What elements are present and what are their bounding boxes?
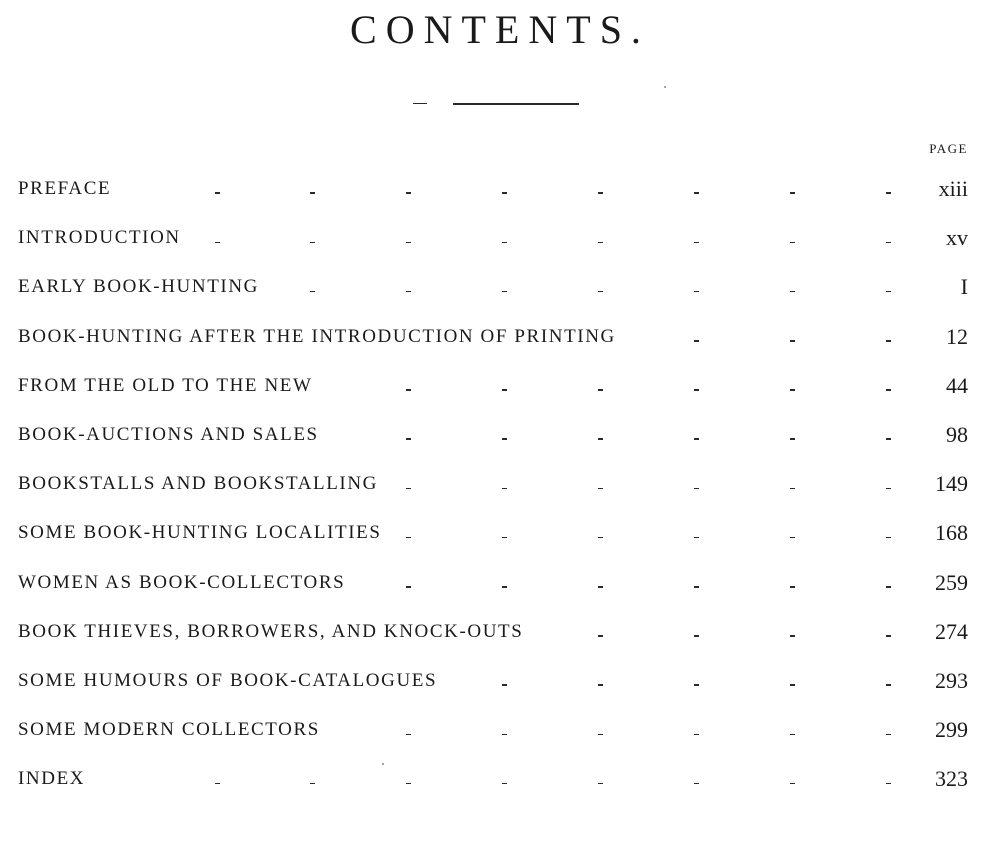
toc-entry-label: BOOKSTALLS AND BOOKSTALLING	[18, 473, 378, 495]
leader-dash	[310, 192, 315, 194]
toc-entry-page: 274	[935, 618, 968, 644]
leader-dash	[598, 242, 603, 244]
leader-dash	[502, 488, 507, 490]
leader-dash	[790, 291, 795, 293]
leader-dash	[215, 242, 220, 244]
leader-dash	[310, 783, 315, 785]
leader-dash	[406, 586, 411, 588]
leader-dash	[886, 438, 891, 440]
leader-dash	[406, 438, 411, 440]
leader-dash	[694, 635, 699, 637]
toc-entry-page: 149	[935, 471, 968, 497]
leader-dash	[502, 734, 507, 736]
toc-entry-page: 98	[946, 422, 968, 447]
leader-dash	[215, 192, 220, 194]
leader-dash	[694, 537, 699, 539]
leader-dash	[790, 586, 795, 588]
leader-dash	[886, 783, 891, 785]
leader-dash	[598, 537, 603, 539]
leader-dash	[598, 684, 603, 686]
leader-dash	[598, 488, 603, 490]
toc-entry-label: BOOK-HUNTING AFTER THE INTRODUCTION OF PRINTING	[18, 325, 616, 347]
leader-dash	[406, 734, 411, 736]
leader-dash	[694, 389, 699, 391]
toc-entry-label: INDEX	[18, 768, 86, 790]
toc-entry-book-auctions	[18, 418, 968, 450]
leader-dash	[502, 783, 507, 785]
page-column-header: PAGE	[929, 141, 968, 156]
leader-dash	[598, 734, 603, 736]
toc-entry-label: SOME HUMOURS OF BOOK-CATALOGUES	[18, 670, 438, 691]
toc-entry-early-book-hunting	[18, 270, 968, 302]
leader-dash	[598, 783, 603, 785]
toc-entry-label: BOOK THIEVES, BORROWERS, AND KNOCK-OUTS	[18, 620, 524, 642]
toc-entry-modern-collectors	[18, 713, 968, 745]
leader-dash	[790, 242, 795, 244]
leader-dash	[502, 586, 507, 588]
toc-entry-label: FROM THE OLD TO THE NEW	[18, 374, 313, 396]
leader-dash	[694, 783, 699, 785]
toc-entry-label: EARLY BOOK-HUNTING	[18, 276, 259, 298]
leader-dash	[215, 783, 220, 785]
leader-dash	[406, 389, 411, 391]
leader-dash	[406, 291, 411, 293]
toc-entry-localities	[18, 516, 968, 548]
leader-dash	[502, 438, 507, 440]
leader-dash	[790, 340, 795, 342]
leader-dash	[694, 340, 699, 342]
leader-dash	[694, 291, 699, 293]
toc-entry-label: PREFACE	[18, 178, 112, 199]
toc-entry-page: 44	[946, 372, 968, 398]
leader-dash	[406, 192, 411, 194]
leader-dash	[310, 242, 315, 244]
leader-dash	[598, 192, 603, 194]
toc-entry-label: INTRODUCTION	[18, 227, 181, 249]
toc-entry-humours-catalogues	[18, 664, 968, 696]
leader-dash	[406, 488, 411, 490]
leader-dash	[598, 438, 603, 440]
leader-dash	[790, 537, 795, 539]
toc-entry-book-hunting-after-printing	[18, 320, 968, 352]
leader-dash	[694, 488, 699, 490]
leader-dash	[886, 340, 891, 342]
leader-dash	[598, 291, 603, 293]
toc-entry-page: 323	[935, 766, 968, 792]
leader-dash	[790, 734, 795, 736]
toc-entry-page: 299	[935, 717, 968, 743]
leader-dash	[790, 389, 795, 391]
leader-dash	[694, 684, 699, 686]
leader-dash	[886, 242, 891, 244]
toc-entry-label: SOME MODERN COLLECTORS	[18, 719, 320, 741]
toc-entry-label: WOMEN AS BOOK-COLLECTORS	[18, 571, 346, 593]
toc-entry-old-to-new	[18, 369, 968, 401]
leader-dash	[502, 537, 507, 539]
toc-entry-page: 293	[935, 668, 968, 693]
toc-entry-index	[18, 762, 968, 794]
toc-entry-page: 259	[935, 569, 968, 595]
leader-dash	[790, 488, 795, 490]
leader-dash	[406, 537, 411, 539]
leader-dash	[694, 734, 699, 736]
paper-speck	[664, 86, 666, 88]
leader-dash	[886, 684, 891, 686]
toc-entry-page: 168	[935, 520, 968, 546]
toc-entry-label: SOME BOOK-HUNTING LOCALITIES	[18, 522, 382, 544]
toc-entry-women-collectors	[18, 566, 968, 598]
leader-dash	[310, 291, 315, 293]
leader-dash	[886, 291, 891, 293]
toc-entry-preface	[18, 172, 968, 204]
leader-dash	[694, 192, 699, 194]
toc-entry-page: xiii	[938, 176, 968, 201]
toc-entry-page: xv	[946, 225, 968, 251]
toc-entry-book-thieves	[18, 615, 968, 647]
paper-speck	[382, 763, 384, 765]
leader-dash	[886, 734, 891, 736]
leader-dash	[886, 586, 891, 588]
leader-dash	[406, 242, 411, 244]
page-title: CONTENTS.	[350, 7, 650, 52]
leader-dash	[886, 488, 891, 490]
toc-entry-bookstalls	[18, 467, 968, 499]
leader-dash	[502, 242, 507, 244]
leader-dash	[790, 783, 795, 785]
leader-dash	[598, 586, 603, 588]
leader-dash	[790, 192, 795, 194]
leader-dash	[790, 438, 795, 440]
toc-entry-page: I	[960, 274, 968, 300]
leader-dash	[406, 783, 411, 785]
leader-dash	[598, 635, 603, 637]
leader-dash	[886, 389, 891, 391]
leader-dash	[886, 537, 891, 539]
leader-dash	[598, 389, 603, 391]
leader-dash	[694, 242, 699, 244]
leader-dash	[502, 291, 507, 293]
toc-entry-introduction	[18, 221, 968, 253]
leader-dash	[694, 586, 699, 588]
toc-entry-label: BOOK-AUCTIONS AND SALES	[18, 424, 319, 445]
leader-dash	[502, 684, 507, 686]
leader-dash	[694, 438, 699, 440]
leader-dash	[790, 684, 795, 686]
toc-entry-page: 12	[946, 323, 968, 349]
leader-dash	[886, 635, 891, 637]
leader-dash	[502, 389, 507, 391]
leader-dash	[886, 192, 891, 194]
leader-dash	[502, 192, 507, 194]
leader-dash	[790, 635, 795, 637]
